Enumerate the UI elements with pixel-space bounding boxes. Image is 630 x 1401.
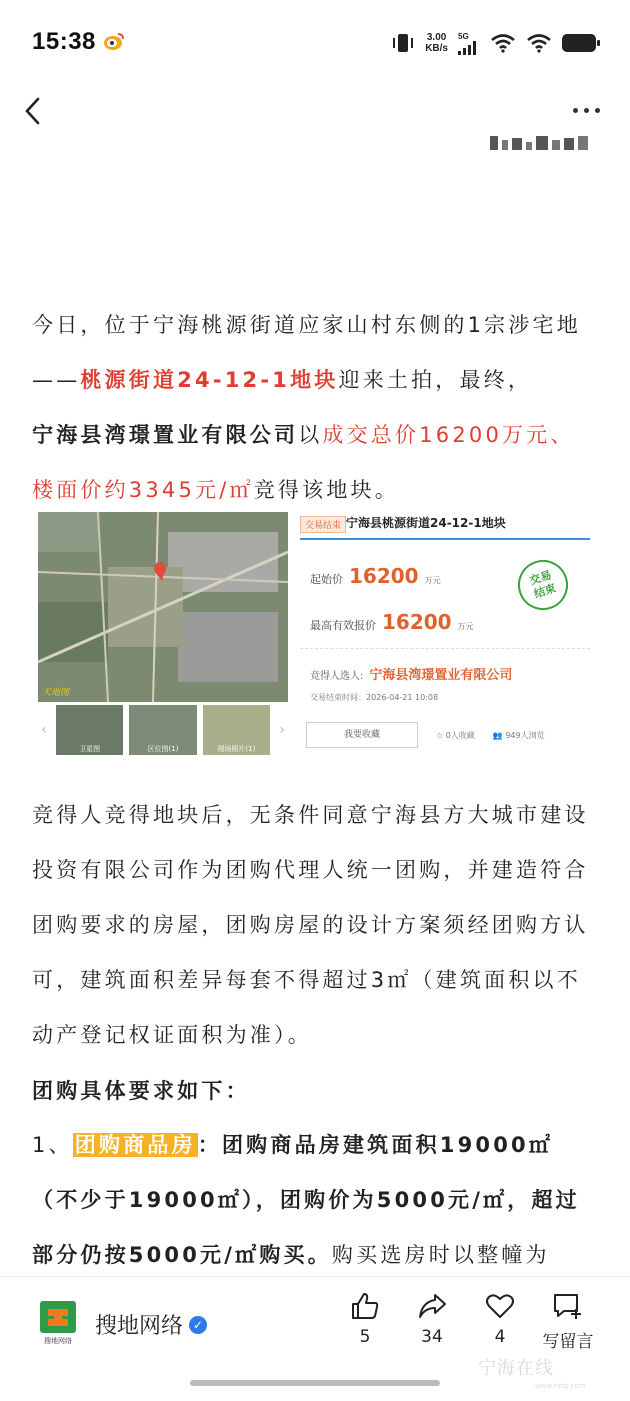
article-paragraph-conditions: 竞得人竞得地块后，无条件同意宁海县方大城市建设投资有限公司作为团购代理人统一团购，并建造符合团购要求的房屋，团购房屋的设计方案须经团购方认可，建筑面积差异每套不得超过3㎡（建筑面积以不动产登记权证面积为准）。: [32, 803, 589, 1047]
price-highlight: 成交总价16200万元、楼面价约3345元/㎡: [32, 423, 575, 502]
divider-dashed: [300, 648, 590, 649]
winner-row: 竞得人选人: 宁海县湾璟置业有限公司: [310, 668, 513, 683]
thumb-satellite[interactable]: 卫星图: [56, 705, 123, 755]
top-nav: [0, 86, 630, 138]
verified-icon: ✓: [189, 1316, 207, 1334]
article-subheading: 团购具体要求如下：: [32, 1079, 250, 1103]
image-thumbnails: [38, 704, 288, 756]
network-speed: 3.00 KB/s: [425, 32, 448, 54]
thumb-next-icon[interactable]: ›: [279, 722, 285, 738]
author-name[interactable]: 搜地网络 ✓: [95, 1309, 207, 1340]
favorite-heart-button[interactable]: 4: [465, 1291, 535, 1347]
thumb-location[interactable]: 区位图(1): [129, 705, 196, 755]
start-price-row: 起始价 16200 万元: [310, 564, 441, 588]
author-logo[interactable]: [38, 1299, 78, 1347]
auction-info-panel: [300, 512, 598, 756]
item-colon: ：: [197, 1133, 222, 1157]
highlight-tag: 团购商品房: [74, 1133, 196, 1157]
weibo-notification-icon: [103, 31, 125, 51]
fav-count: ☆ 0人收藏: [436, 730, 475, 740]
like-button[interactable]: 5: [330, 1291, 400, 1347]
item-tail-text: 购买选房时以整幢为: [331, 1243, 550, 1267]
intro-text-4: 竞得该地块。: [253, 478, 399, 502]
back-arrow-icon[interactable]: [22, 96, 44, 126]
item-number: 1、: [32, 1133, 73, 1157]
article-paragraph-item-1: [32, 1118, 598, 1283]
heart-icon: [485, 1291, 515, 1321]
comment-button[interactable]: 写留言: [533, 1291, 603, 1352]
comment-add-icon: [552, 1291, 584, 1321]
map-watermark: 天地图: [42, 688, 70, 698]
vibrate-icon: [391, 31, 415, 55]
article-paragraph-intro: [32, 298, 598, 518]
status-badge: 交易结束: [300, 516, 346, 533]
end-time: 交易结束时间：2026-04-21 10:08: [310, 693, 439, 702]
deal-closed-stamp: 交易 结束: [511, 553, 574, 616]
battery-icon: [562, 34, 596, 52]
wifi-icon-2: [526, 33, 552, 53]
svg-text:搜地网络: 搜地网络: [44, 1337, 72, 1345]
qr-code-fragment: [490, 136, 590, 152]
winner-company: 宁海县湾璟置业有限公司: [32, 423, 299, 447]
site-watermark: 宁海在线: [478, 1358, 554, 1379]
intro-text-2: 迎来土拍，最终，: [338, 368, 533, 392]
home-indicator[interactable]: [190, 1380, 440, 1386]
cellular-signal-icon: 5G: [458, 32, 480, 55]
share-arrow-icon: [417, 1291, 447, 1321]
share-button[interactable]: 34: [397, 1291, 467, 1347]
intro-text-3: 以: [298, 423, 323, 447]
status-bar: [0, 0, 630, 86]
satellite-map: [38, 512, 288, 702]
star-icon: ☆: [436, 730, 444, 740]
thumb-site-photo[interactable]: 现场照片(1): [203, 705, 270, 755]
status-time: 15:38: [32, 28, 96, 55]
people-icon: 👥: [492, 730, 503, 740]
favorite-button[interactable]: 我要收藏: [306, 722, 418, 748]
thumbs-up-icon: [350, 1291, 380, 1321]
divider: [300, 538, 590, 540]
more-options-icon[interactable]: [573, 108, 600, 113]
item-bold-text: 团购商品房建筑面积19000㎡（不少于19000㎡），团购价为5000元/㎡，超过部分仍按5000元/㎡购买。: [32, 1133, 580, 1267]
card-actions: [306, 722, 545, 748]
auction-result-image[interactable]: [38, 512, 598, 756]
top-bid-row: 最高有效报价 16200 万元: [310, 610, 474, 634]
wifi-icon: [490, 33, 516, 53]
view-count: 👥 949人浏览: [492, 730, 545, 740]
site-watermark-url: www.nhzj.com: [535, 1382, 586, 1390]
plot-title: 宁海县桃源街道24-12-1地块: [346, 516, 506, 530]
thumb-prev-icon[interactable]: ‹: [41, 722, 47, 738]
intro-text: 今日，位于宁海桃源街道应家山村东侧的1宗涉宅地——: [32, 313, 581, 392]
plot-name-highlight: 桃源街道24-12-1地块: [80, 368, 339, 392]
